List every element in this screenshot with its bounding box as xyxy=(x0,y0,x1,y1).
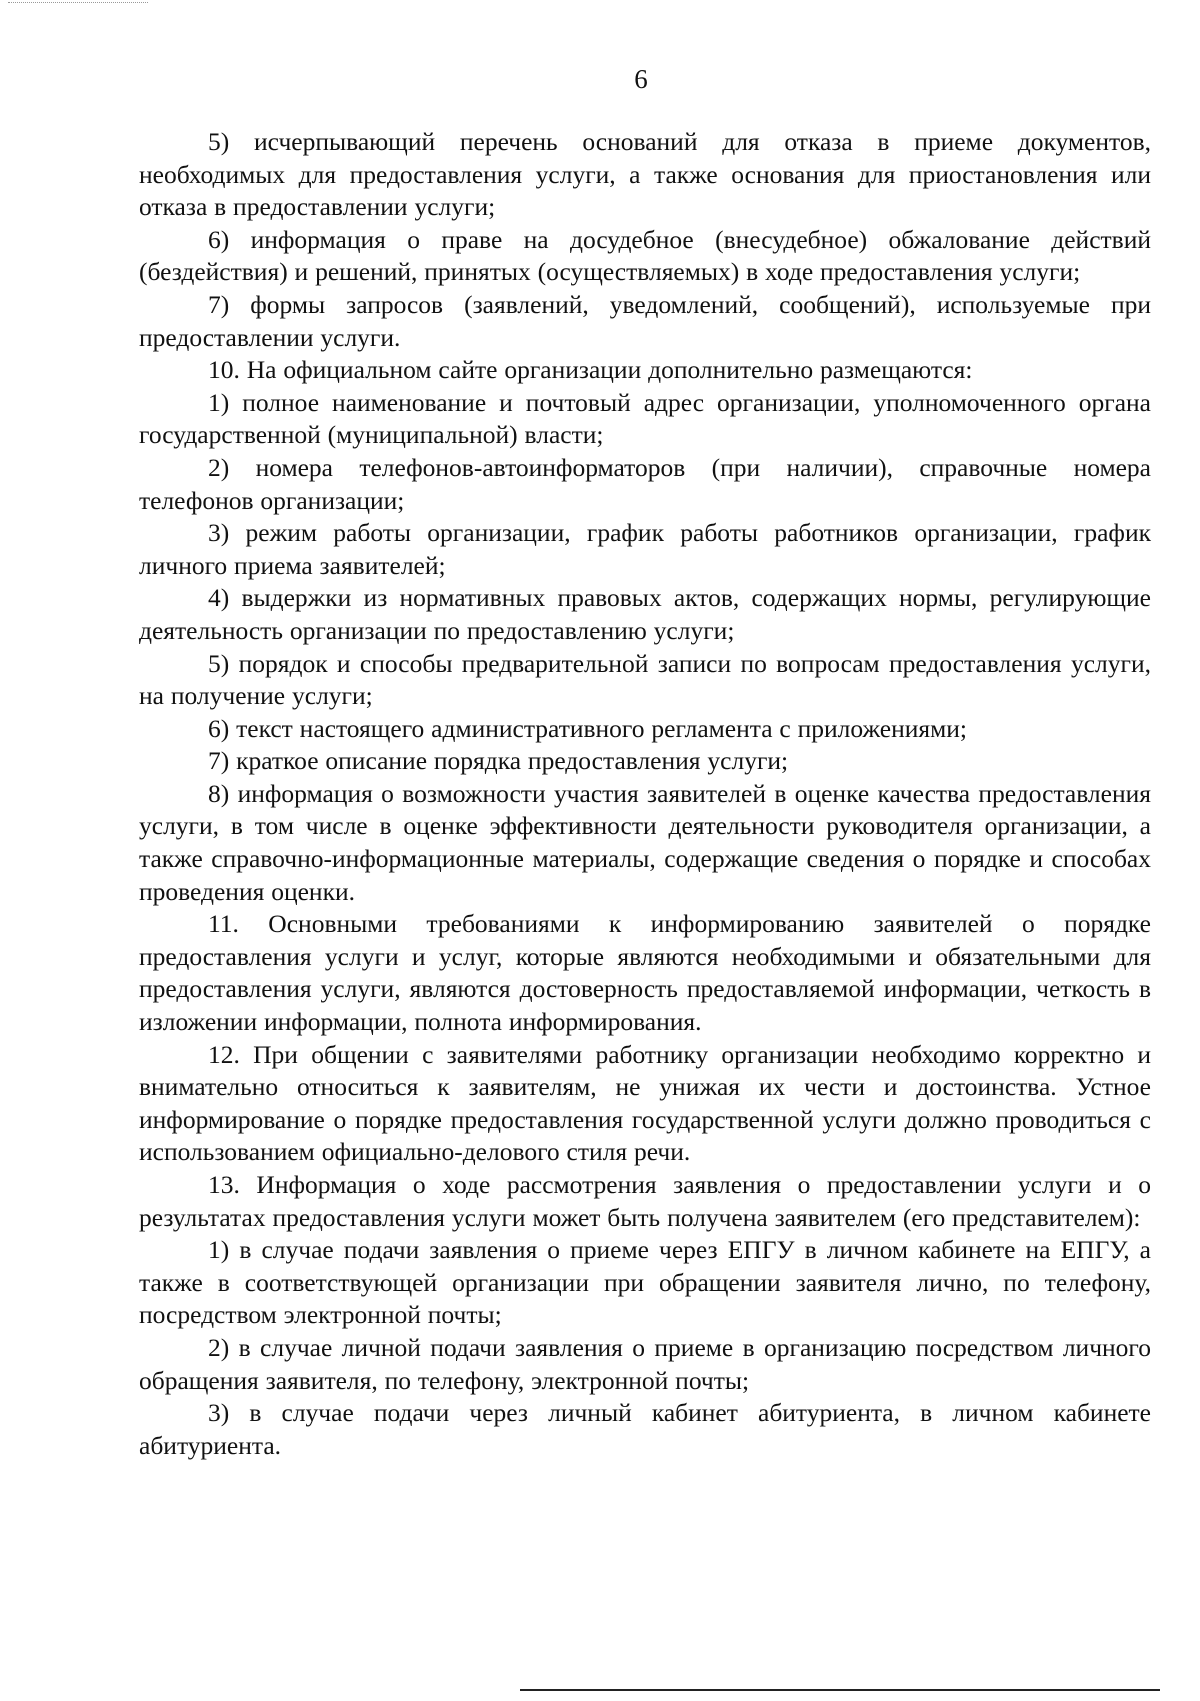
paragraph: 5) порядок и способы предварительной записи по вопросам предоставления услуги, на получение услуги; xyxy=(139,648,1151,711)
paragraph: 5) исчерпывающий перечень оснований для отказа в приеме документов, необходимых для предоставления услуги, а также основания для приостановления или отказа в предоставлении услуги; xyxy=(139,127,1151,222)
paragraph: 6) текст настоящего административного регламента с приложениями; xyxy=(208,713,967,743)
paragraph: 1) в случае подачи заявления о приеме через ЕПГУ в личном кабинете на ЕПГУ, а также в соответствующей организации при обращении заявителя лично, по телефону, посредством электронной почты; xyxy=(139,1235,1151,1330)
paragraph: 1) полное наименование и почтовый адрес организации, уполномоченного органа государственной (муниципальной) власти; xyxy=(139,387,1151,450)
body-text xyxy=(139,126,1151,1462)
paragraph: 13. Информация о ходе рассмотрения заявления о предоставлении услуги и о результатах предоставления услуги может быть получена заявителем (его представителем): xyxy=(139,1170,1151,1232)
paragraph: 8) информация о возможности участия заявителей в оценке качества предоставления услуги, в том числе в оценке эффективности деятельности руководителя организации, а также справочно-информационные материалы, содержащие сведения о порядке и способах проведения оценки. xyxy=(139,778,1151,906)
paragraph: 2) в случае личной подачи заявления о приеме в организацию посредством личного обращения заявителя, по телефону, электронной почты; xyxy=(139,1332,1151,1395)
paragraph: 3) в случае подачи через личный кабинет абитуриента, в личном кабинете абитуриента. xyxy=(139,1398,1151,1460)
paragraph: 6) информация о праве на досудебное (внесудебное) обжалование действий (бездействия) и решений, принятых (осуществляемых) в ходе предоставления услуги; xyxy=(139,224,1151,287)
paragraph: 4) выдержки из нормативных правовых актов, содержащих нормы, регулирующие деятельность организации по предоставлению услуги; xyxy=(139,583,1151,645)
paragraph: 11. Основными требованиями к информированию заявителей о порядке предоставления услуги и услуг, которые являются необходимыми и обязательными для предоставления услуги, являются достоверность предоставляемой информации, четкость в изложении информации, полнота информирования. xyxy=(139,909,1151,1037)
paragraph: 7) формы запросов (заявлений, уведомлений, сообщений), используемые при предоставлении услуги. xyxy=(139,289,1151,352)
paragraph: 2) номера телефонов-автоинформаторов (при наличии), справочные номера телефонов организации; xyxy=(139,452,1151,515)
paragraph: 7) краткое описание порядка предоставления услуги; xyxy=(208,746,789,776)
bottom-rule xyxy=(520,1689,1160,1691)
paragraph: 12. При общении с заявителями работнику организации необходимо корректно и внимательно относиться к заявителям, не унижая их чести и достоинства. Устное информирование о порядке предоставления государственной услуги должно проводиться с использованием официально-делового стиля речи. xyxy=(139,1039,1151,1167)
paragraph: 3) режим работы организации, график работы работников организации, график личного приема заявителей; xyxy=(139,518,1151,580)
paragraph: 10. На официальном сайте организации дополнительно размещаются: xyxy=(208,355,973,385)
page-number: 6 xyxy=(634,64,648,94)
scan-artifact-top xyxy=(8,2,148,3)
